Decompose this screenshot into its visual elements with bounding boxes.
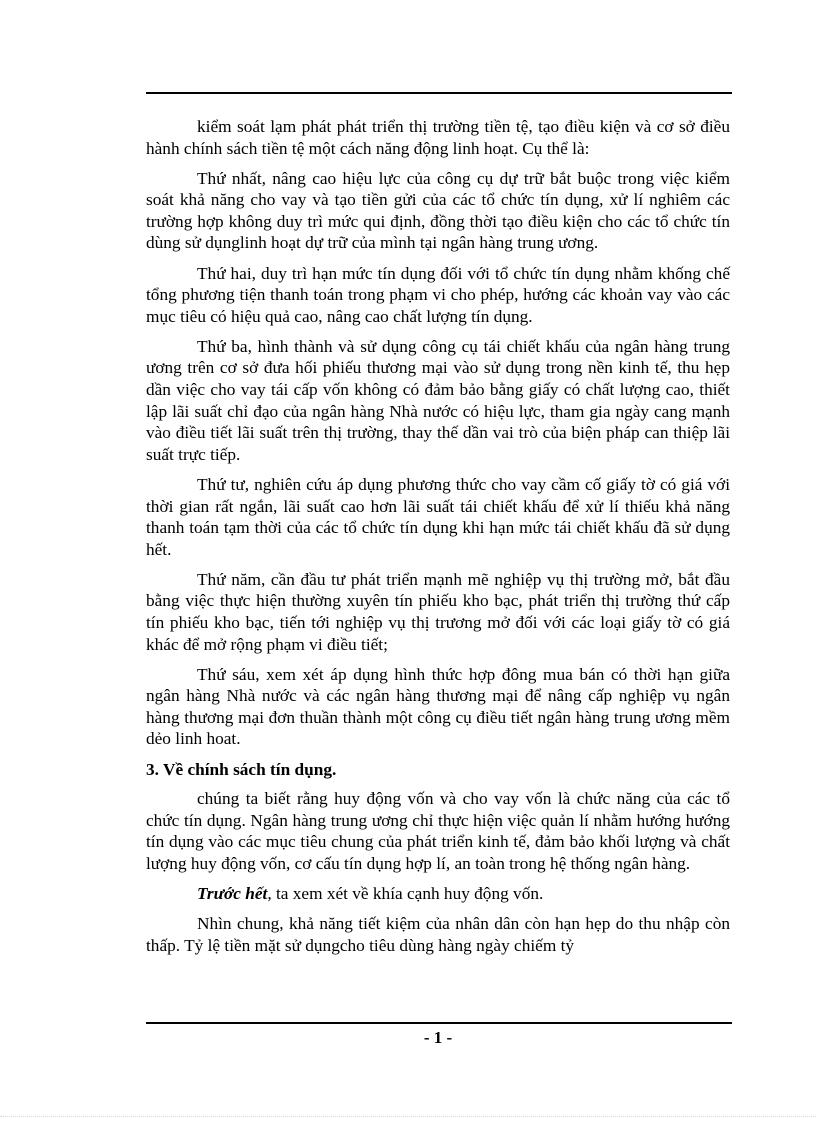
paragraph-sixth: Thứ sáu, xem xét áp dụng hình thức hợp đông mua bán có thời hạn giữa ngân hàng Nhà nước và các ngân hàng thương mại để nâng cấp nghiệp vụ ngân hàng thương mại đơn thuần thành một công cụ điều tiết ngân hàng trung ương mềm dẻo linh hoat. — [146, 664, 730, 749]
footer-rule — [146, 1022, 732, 1024]
paragraph-second: Thứ hai, duy trì hạn mức tín dụng đối với tổ chức tín dụng nhằm khống chế tổng phương tiện thanh toán trong phạm vi cho phép, hướng các khoản vay vào các mục tiêu có hiệu quả cao, nâng cao chất lượng tín dụng. — [146, 263, 730, 326]
paragraph-third: Thứ ba, hình thành và sử dụng công cụ tái chiết khấu của ngân hàng trung ương trên cơ sở đưa hối phiếu thương mại vào sử dụng trong nền kinh tế, thu hẹp dần việc cho vay tái cấp vốn không có đảm bảo bằng giấy có chất lượng cao, thiết lập lãi suất chỉ đạo của ngân hàng Nhà nước có hiệu lực, tham gia ngày cang mạnh vào điều tiết lãi suất trên thị trường, thay thế dần vai trò của biện pháp can thiệp lãi suất trực tiếp. — [146, 336, 730, 464]
paragraph-savings: Nhìn chung, khả năng tiết kiệm của nhân dân còn hạn hẹp do thu nhập còn thấp. Tỷ lệ tiền mặt sử dụngcho tiêu dùng hàng ngày chiếm tỷ — [146, 914, 730, 955]
paragraph-credit-policy: chúng ta biết rằng huy động vốn và cho vay vốn là chức năng của các tổ chức tín dụng. Ngân hàng trung ương chỉ thực hiện việc quản lí nhằm hướng hướng tín dụng vào các mục tiêu chung của phát triển kinh tế, đảm bảo khối lượng và chất lượng huy động vốn, cơ cấu tín dụng hợp lí, an toàn trong hệ thống ngân hàng. — [146, 789, 730, 873]
paragraph-first: Thứ nhất, nâng cao hiệu lực của công cụ dự trữ bắt buộc trong việc kiểm soát khả năng cho vay và tạo tiền gửi của các tổ chức tín dụng, xử lí nghiêm các trường hợp không duy trì mức qui định, đồng thời tạo điều kiện cho các tổ chức tín dùng sử dụnglinh hoạt dự trữ của mình tại ngân hàng trung ương. — [146, 168, 730, 253]
paragraph-fifth: Thứ năm, cần đầu tư phát triển mạnh mẽ nghiệp vụ thị trường mở, bắt đầu bằng việc thực hiện thường xuyên tín phiếu kho bạc, phát triển thị trường thứ cấp tín phiếu kho bạc, tiến tới nghiệp vụ thị trương mở đối với các loại giấy tờ có giá khác để mở rộng phạm vi điều tiết; — [146, 569, 730, 654]
emphasis-rest: , ta xem xét về khía cạnh huy động vốn. — [267, 884, 544, 903]
header-rule — [146, 92, 732, 94]
document-body — [146, 116, 730, 956]
page-number: - 1 - — [423, 1028, 453, 1047]
paragraph-intro: kiểm soát lạm phát phát triển thị trường tiền tệ, tạo điều kiện và cơ sở điều hành chính sách tiền tệ một cách năng động linh hoạt. Cụ thể là: — [146, 117, 730, 158]
emphasis-lead: Trước hết — [197, 884, 268, 903]
paragraph-fourth: Thứ tư, nghiên cứu áp dụng phương thức cho vay cầm cố giấy tờ có giá với thời gian rất ngắn, lãi suất cao hơn lãi suất tái chiết khấu để xử lí thiếu khả năng thanh toán tạm thời của các tổ chức tín dụng khi hạn mức tái chiết khấu đã sử dụng hết. — [146, 474, 730, 559]
page-edge-divider — [0, 1116, 816, 1117]
section-heading: 3. Về chính sách tín dụng. — [146, 759, 337, 779]
paragraph-first-of-all — [146, 883, 730, 905]
